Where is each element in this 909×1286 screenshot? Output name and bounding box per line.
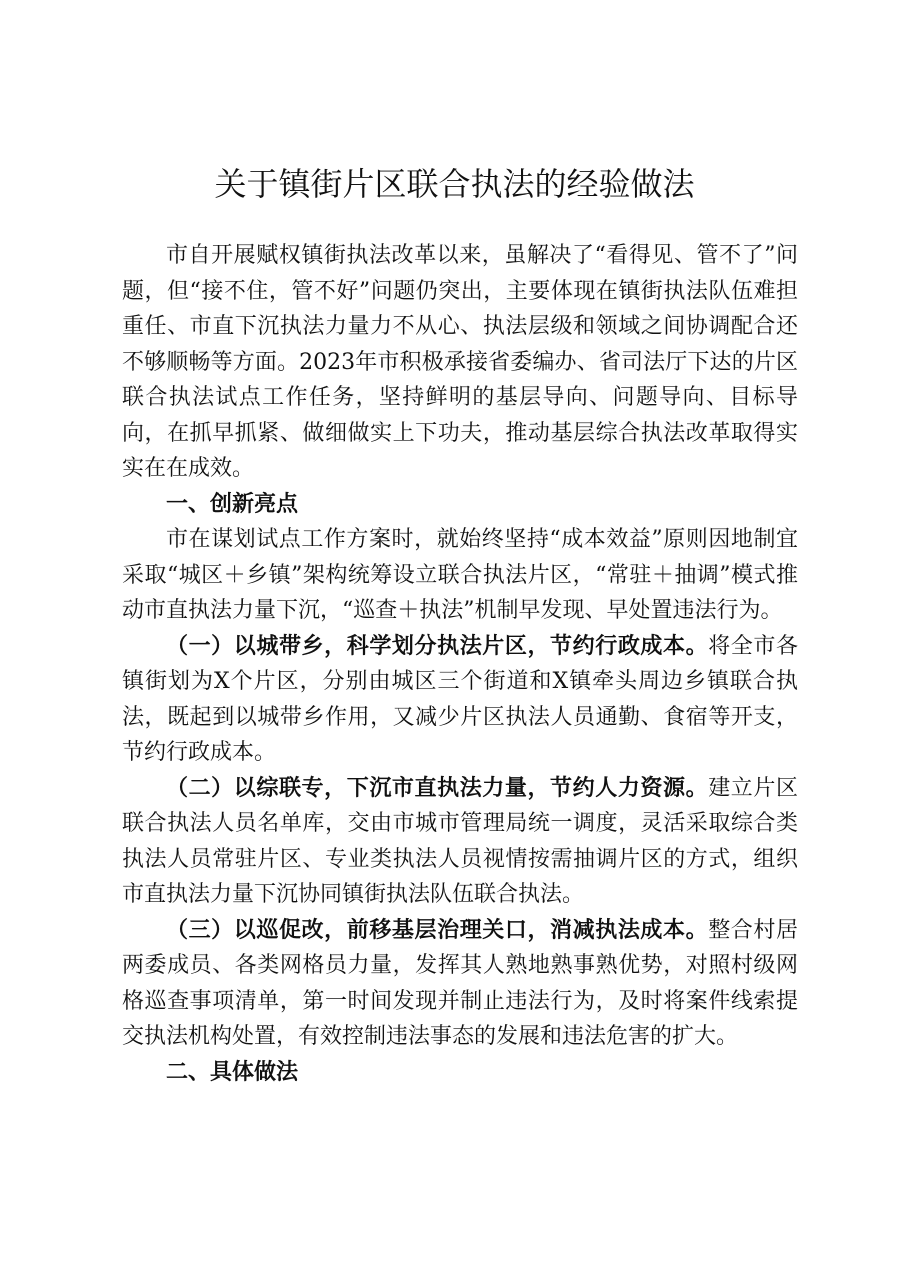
item-body-1: 将全市各镇街划为X个片区，分别由城区三个街道和X镇牵头周边乡镇联合执法，既起到以城带乡作用，又减少片区执法人员通勤、食宿等开支，节约行政成本。	[122, 633, 798, 765]
item-paragraph-3	[122, 913, 798, 1055]
item-lead-3: （三）以巡促改，前移基层治理关口，消减执法成本。	[166, 916, 709, 943]
document-body	[122, 238, 798, 1090]
section-summary-paragraph: 市在谋划试点工作方案时，就始终坚持“成本效益”原则因地制宜采取“城区＋乡镇”架构统筹设立联合执法片区，“常驻＋抽调”模式推动市直执法力量下沉，“巡查＋执法”机制早发现、早处置违法行为。	[122, 527, 798, 623]
section-heading-practice: 二、具体做法	[166, 1058, 299, 1085]
section-heading-innovation: 一、创新亮点	[166, 490, 299, 517]
item-paragraph-1	[122, 629, 798, 771]
intro-paragraph: 市自开展赋权镇街执法改革以来，虽解决了“看得见、管不了”问题，但“接不住，管不好”问题仍突出，主要体现在镇街执法队伍难担重任、市直下沉执法力量力不从心、执法层级和领域之间协调配合还不够顺畅等方面。2023年市积极承接省委编办、省司法厅下达的片区联合执法试点工作任务，坚持鲜明的基层导向、问题导向、目标导向，在抓早抓紧、做细做实上下功夫，推动基层综合执法改革取得实实在在成效。	[122, 243, 798, 481]
item-body-2: 建立片区联合执法人员名单库，交由市城市管理局统一调度，灵活采取综合类执法人员常驻片区、专业类执法人员视情按需抽调片区的方式，组织市直执法力量下沉协同镇街执法队伍联合执法。	[122, 775, 798, 907]
item-body-3: 整合村居两委成员、各类网格员力量，发挥其人熟地熟事熟优势，对照村级网格巡查事项清单，第一时间发现并制止违法行为，及时将案件线索提交执法机构处置，有效控制违法事态的发展和违法危害的扩大。	[122, 917, 798, 1049]
document-title: 关于镇街片区联合执法的经验做法	[214, 165, 695, 203]
item-lead-2: （二）以综联专，下沉市直执法力量，节约人力资源。	[166, 774, 709, 801]
item-lead-1: （一）以城带乡，科学划分执法片区，节约行政成本。	[166, 632, 709, 659]
item-paragraph-2	[122, 771, 798, 913]
